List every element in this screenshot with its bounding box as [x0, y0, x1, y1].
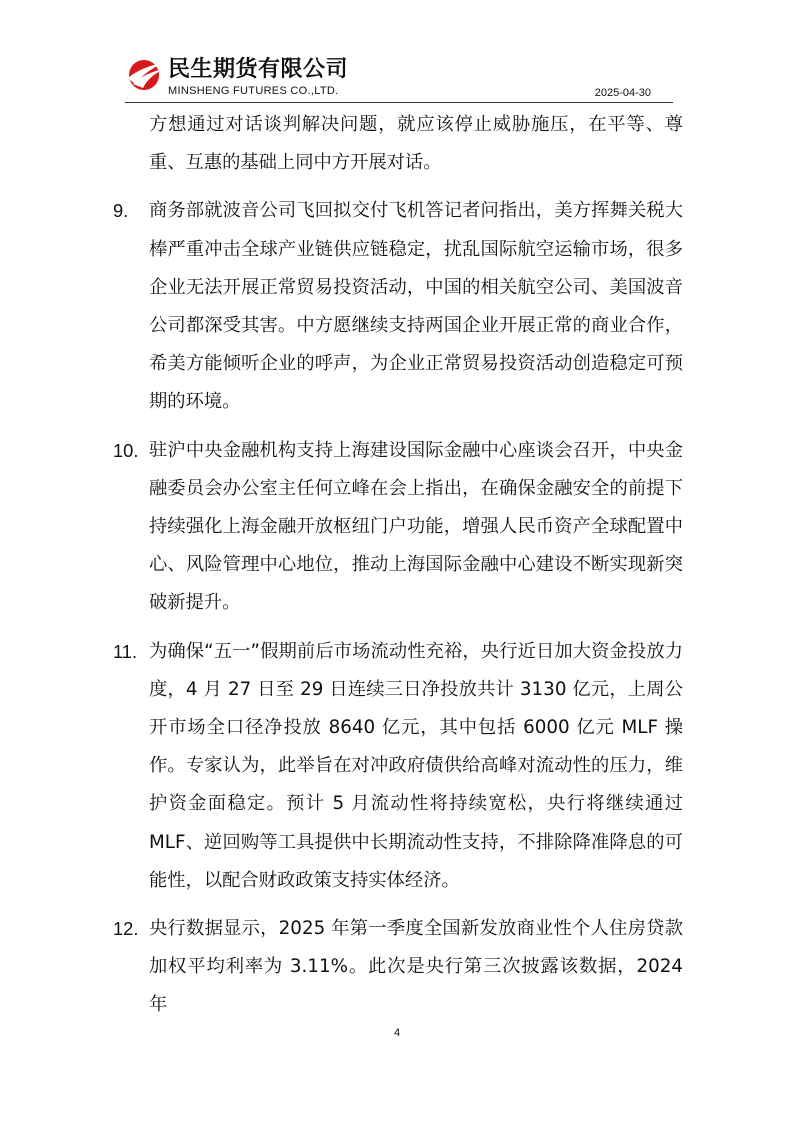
item-text: 为确保“五一”假期前后市场流动性充裕，央行近日加大资金投放力度，4 月 27 日至 29 日连续三日净投放共计 3130 亿元，上周公开市场全口径净投放 8640 亿元，其中包括 6000 亿元 MLF 操作。专家认为，此举旨在对冲政府债供给高峰对流动性的压力，维护资金面稳定。预计 5 月流动性将持续宽松，央行将继续通过 MLF、逆回购等工具提供中长期流动性支持，不排除降准降息的可能性，以配合财政政策支持实体经济。 [149, 640, 683, 891]
page-number: 4 [393, 1027, 401, 1039]
item-number: 9. [113, 200, 129, 222]
list-item [113, 910, 683, 1025]
item-text: 方想通过对话谈判解决问题，就应该停止威胁施压，在平等、尊重、互惠的基础上同中方开展对话。 [149, 114, 683, 174]
item-number: 12. [113, 918, 139, 940]
item-number: 10. [113, 439, 139, 461]
list-item [113, 432, 683, 623]
item-number: 11. [113, 640, 138, 662]
document-body [113, 106, 683, 1035]
item-text: 央行数据显示，2025 年第一季度全国新发放商业性个人住房贷款加权平均利率为 3.11%。此次是央行第三次披露该数据，2024 年 [149, 918, 683, 1016]
minsheng-logo-icon [125, 56, 165, 92]
list-item [113, 192, 683, 421]
page-header [125, 52, 673, 103]
company-name-cn: 民生期货有限公司 [168, 57, 349, 82]
item-text: 驻沪中央金融机构支持上海建设国际金融中心座谈会召开，中央金融委员会办公室主任何立峰在会上指出，在确保金融安全的前提下持续强化上海金融开放枢纽门户功能，增强人民币资产全球配置中心、风险管理中心地位，推动上海国际金融中心建设不断实现新突破新提升。 [149, 439, 683, 614]
list-item [113, 633, 683, 900]
list-item [113, 106, 683, 182]
company-name-en: MINSHENG FUTURES CO.,LTD. [168, 85, 339, 97]
item-text: 商务部就波音公司飞回拟交付飞机答记者问指出，美方挥舞关税大棒严重冲击全球产业链供应链稳定，扰乱国际航空运输市场，很多企业无法开展正常贸易投资活动，中国的相关航空公司、美国波音公司都深受其害。中方愿继续支持两国企业开展正常的商业合作，希美方能倾听企业的呼声，为企业正常贸易投资活动创造稳定可预期的环境。 [149, 200, 683, 413]
report-date: 2025-04-30 [594, 87, 651, 99]
